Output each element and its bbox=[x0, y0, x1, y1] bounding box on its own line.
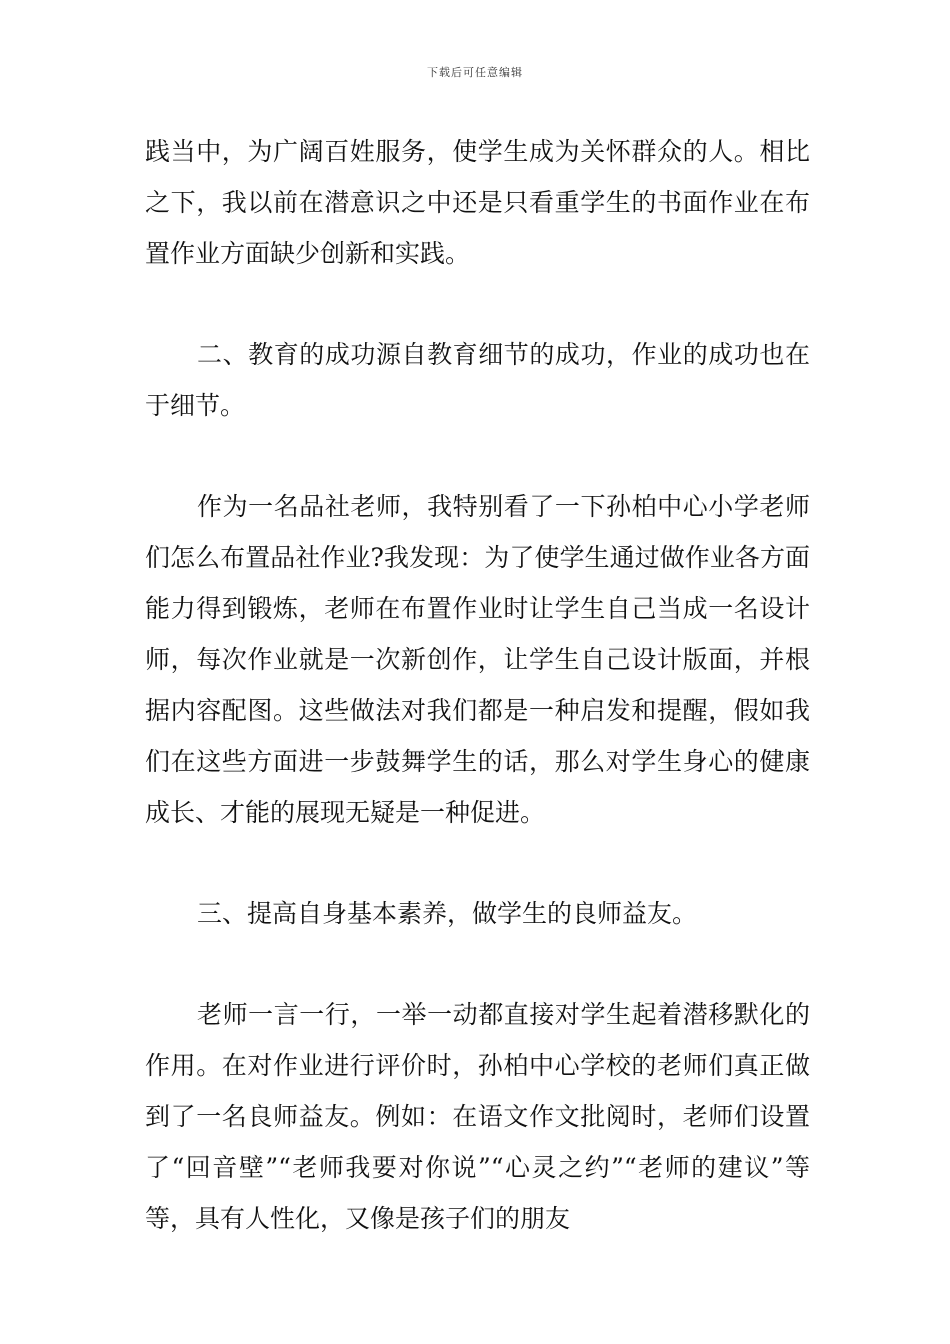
paragraph-gap bbox=[145, 279, 810, 329]
section-heading-two: 二、教育的成功源自教育细节的成功，作业的成功也在于细节。 bbox=[145, 340, 810, 420]
section-heading-three: 三、提高自身基本素养，做学生的良师益友。 bbox=[197, 899, 698, 928]
paragraph-gap bbox=[145, 939, 810, 989]
paragraph-teacher-role: 老师一言一行，一举一动都直接对学生起着潜移默化的作用。在对作业进行评价时，孙柏中心学校的老师们真正做到了一名良师益友。例如：在语文作文批阅时，老师们设置了“回音壁”“老师我要对你说”“心灵之约”“老师的建议”等等，具有人性化，又像是孩子们的朋友 bbox=[145, 1000, 810, 1233]
paragraph-continuation: 践当中，为广阔百姓服务，使学生成为关怀群众的人。相比之下，我以前在潜意识之中还是只看重学生的书面作业在布置作业方面缺少创新和实践。 bbox=[145, 137, 810, 268]
paragraph-homework-design: 作为一名品社老师，我特别看了一下孙柏中心小学老师们怎么布置品社作业?我发现：为了使学生通过做作业各方面能力得到锻炼，老师在布置作业时让学生自己当成一名设计师，每次作业就是一次新创作，让学生自己设计版面，并根据内容配图。这些做法对我们都是一种启发和提醒，假如我们在这些方面进一步鼓舞学生的话，那么对学生身心的健康成长、才能的展现无疑是一种促进。 bbox=[145, 492, 810, 827]
paragraph-gap bbox=[145, 431, 810, 481]
header-note: 下载后可任意编辑 bbox=[427, 66, 523, 79]
paragraph-gap bbox=[145, 838, 810, 888]
document-body bbox=[145, 126, 810, 1244]
